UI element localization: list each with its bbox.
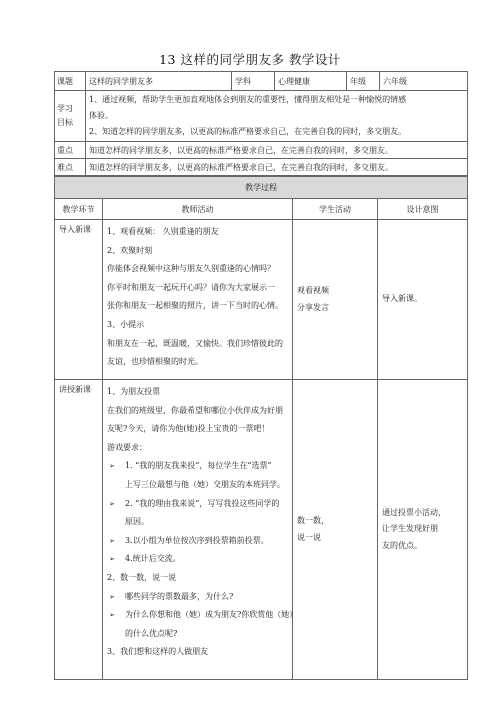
page-title: 13 这样的同学朋友多 教学设计 xyxy=(159,52,341,67)
grade-value: 六年级 xyxy=(380,72,468,91)
bullet-item: ➢ 3.以小组为单位按次序到投票箱前投票。 xyxy=(107,532,288,551)
lesson-line: 游戏要求： xyxy=(107,442,147,452)
lesson-line: 上写三位最想与他（她）交朋友的本班同学。 xyxy=(125,479,285,489)
arrow-bullet-icon: ➢ xyxy=(109,536,115,545)
bullet-item: ➢ 1. “我的朋友我来投”，每位学生在“选票” xyxy=(107,457,288,476)
header-student: 学生活动 xyxy=(293,199,378,220)
lesson-line: 原因。 xyxy=(125,517,149,527)
topic-value: 这样的同学朋友多 xyxy=(86,72,232,91)
design-intent-intro: 导入新课。 xyxy=(378,220,468,380)
lesson-line: 友呢?今天，请你为他(她)投上宝贵的一票吧！ xyxy=(107,424,270,434)
student-activity-intro: 观看视频 分享发言 xyxy=(293,220,378,380)
design-intent-new-lesson: 通过投票小活动， 让学生发现好朋 友的优点。 xyxy=(378,380,468,680)
lesson-line: 3、我们想和这样的人做朋友 xyxy=(107,647,209,657)
header-intent: 设计意图 xyxy=(378,199,468,220)
bullet-item: ➢ 哪些同学的票数最多，为什么? xyxy=(107,588,288,607)
grade-label: 年级 xyxy=(347,72,380,91)
topic-label: 课题 xyxy=(55,72,86,91)
key-point-label: 重点 xyxy=(55,142,86,159)
difficult-point-value: 知道怎样的同学朋友多，以更高的标准严格要求自己，在完善自我的同时，多交朋友。 xyxy=(86,159,468,176)
difficult-point-label: 难点 xyxy=(55,159,86,176)
arrow-bullet-icon: ➢ xyxy=(109,611,115,620)
course-info-table xyxy=(54,71,468,176)
table-row xyxy=(55,380,468,680)
lesson-line: 2、数一数，说一说 xyxy=(107,572,177,582)
stage-intro: 导入新课 xyxy=(55,220,103,380)
lesson-line: 的什么优点呢? xyxy=(125,628,178,638)
teacher-activity-new-lesson xyxy=(103,380,298,680)
bullet-item: ➢ 2. “我的理由我来说”，写写我投这些同学的 xyxy=(107,495,288,514)
arrow-bullet-icon: ➢ xyxy=(109,592,115,601)
stage-new-lesson: 讲授新课 xyxy=(55,380,103,680)
subject-value: 心理健康 xyxy=(275,72,347,91)
lesson-line: 在我们的班级里，你最希望和哪位小伙伴成为好朋 xyxy=(107,405,283,415)
goals-label: 学习 目标 xyxy=(55,91,86,142)
header-teacher: 教师活动 xyxy=(103,199,293,220)
arrow-bullet-icon: ➢ xyxy=(109,462,115,471)
table-row xyxy=(55,220,468,380)
subject-label: 学科 xyxy=(232,72,275,91)
bullet-item: ➢ 为什么你想和他（她）成为朋友?你欣赏他（她） xyxy=(107,606,288,625)
student-activity-new-lesson: 数一数， 说一说 xyxy=(293,380,378,680)
lesson-line: 1、为朋友投票 xyxy=(107,387,161,396)
header-stage: 教学环节 xyxy=(55,199,103,220)
teaching-process-table xyxy=(54,176,468,680)
teacher-activity-intro: 1、观看视频： 久别重逢的朋友 2、欢聚时刻 你能体会视频中这种与朋友久别重逢的心情吗？ 你平时和朋友一起玩开心吗？请你为大家展示一 张你和朋友一起相聚的照片，讲一下当时的心情。 3、小提示 和朋友在一起，既温暖，又愉快。我们珍惜彼此的 友谊，也珍惜相聚的时光。 xyxy=(103,220,293,380)
arrow-bullet-icon: ➢ xyxy=(109,499,115,508)
bullet-item: ➢ 4.统计后交流。 xyxy=(107,550,288,569)
process-banner: 教学过程 xyxy=(55,177,468,199)
goals-value: 1、通过视频，帮助学生更加直观地体会到朋友的重要性，懂得朋友相处是一种愉悦的情感 体验。 2、知道怎样的同学朋友多，以更高的标准严格要求自己，在完善自我的同时，多交朋友。 xyxy=(86,91,468,142)
key-point-value: 知道怎样的同学朋友多，以更高的标准严格要求自己，在完善自我的同时，多交朋友。 xyxy=(86,142,468,159)
arrow-bullet-icon: ➢ xyxy=(109,555,115,564)
